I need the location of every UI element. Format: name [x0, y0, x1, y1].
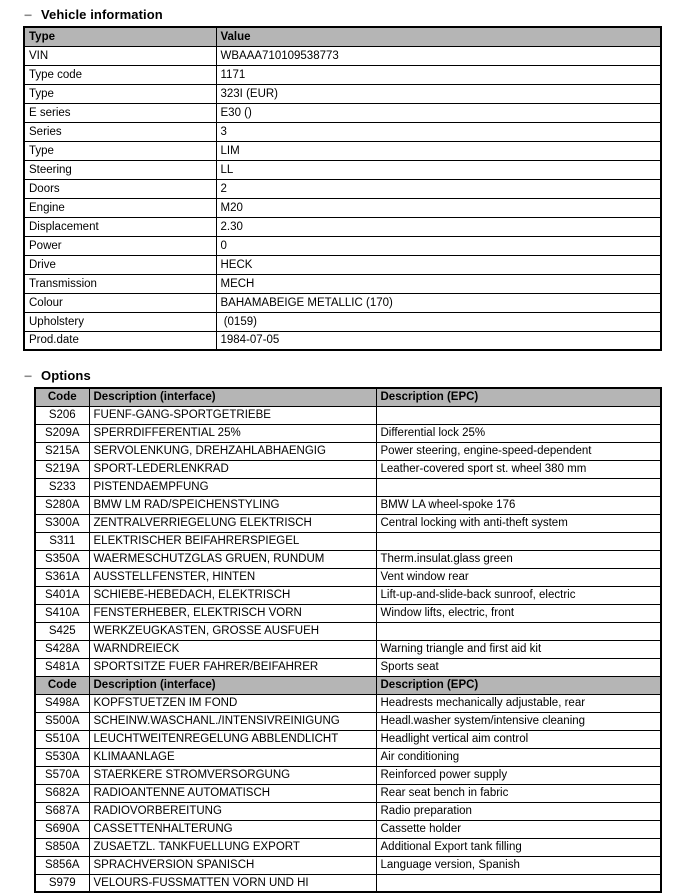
table-row — [35, 424, 661, 442]
header-row — [24, 27, 661, 46]
table-row — [35, 820, 661, 838]
table-row — [24, 160, 661, 179]
option-code: S425 — [35, 622, 89, 640]
option-code: S410A — [35, 604, 89, 622]
option-code: S300A — [35, 514, 89, 532]
vehicle-table-body — [24, 46, 661, 350]
vehicle-attribute-label: E series — [24, 103, 216, 122]
option-description-epc: Sports seat — [376, 658, 661, 676]
vehicle-attribute-label: Series — [24, 122, 216, 141]
column-header-description-epc: Description (EPC) — [376, 676, 661, 694]
option-description-epc — [376, 532, 661, 550]
table-row — [35, 784, 661, 802]
vehicle-attribute-value: 1171 — [216, 65, 661, 84]
option-description-epc: Air conditioning — [376, 748, 661, 766]
vehicle-attribute-value: 1984-07-05 — [216, 331, 661, 350]
table-row — [24, 331, 661, 350]
option-description-epc: Headrests mechanically adjustable, rear — [376, 694, 661, 712]
column-header-description-epc: Description (EPC) — [376, 388, 661, 406]
option-description-epc: BMW LA wheel-spoke 176 — [376, 496, 661, 514]
section-spacer — [0, 351, 677, 361]
table-row — [24, 293, 661, 312]
table-row — [35, 514, 661, 532]
option-code: S530A — [35, 748, 89, 766]
option-description-interface: ZUSAETZL. TANKFUELLUNG EXPORT — [89, 838, 376, 856]
vehicle-attribute-label: Engine — [24, 198, 216, 217]
option-description-interface: WAERMESCHUTZGLAS GRUEN, RUNDUM — [89, 550, 376, 568]
table-row — [35, 622, 661, 640]
option-description-interface: RADIOVORBEREITUNG — [89, 802, 376, 820]
vehicle-attribute-value: BAHAMABEIGE METALLIC (170) — [216, 293, 661, 312]
option-description-epc — [376, 406, 661, 424]
collapse-minus-icon[interactable]: − — [24, 367, 33, 384]
option-description-interface: RADIOANTENNE AUTOMATISCH — [89, 784, 376, 802]
vehicle-attribute-label: Displacement — [24, 217, 216, 236]
option-description-epc: Additional Export tank filling — [376, 838, 661, 856]
option-description-epc — [376, 874, 661, 892]
table-row — [35, 766, 661, 784]
option-code: S682A — [35, 784, 89, 802]
table-row — [24, 217, 661, 236]
option-description-interface: KLIMAANLAGE — [89, 748, 376, 766]
option-description-interface: FENSTERHEBER, ELEKTRISCH VORN — [89, 604, 376, 622]
option-code: S219A — [35, 460, 89, 478]
table-row — [35, 838, 661, 856]
table-row — [35, 532, 661, 550]
vehicle-attribute-value: (0159) — [216, 312, 661, 331]
option-description-epc: Differential lock 25% — [376, 424, 661, 442]
options-table-body-group2 — [35, 694, 661, 892]
option-description-epc — [376, 622, 661, 640]
table-row — [24, 312, 661, 331]
options-table-mid-header — [35, 676, 661, 694]
vehicle-attribute-value: LL — [216, 160, 661, 179]
option-description-epc: Rear seat bench in fabric — [376, 784, 661, 802]
option-description-interface: KOPFSTUETZEN IM FOND — [89, 694, 376, 712]
option-description-epc: Window lifts, electric, front — [376, 604, 661, 622]
options-table-body-group1 — [35, 406, 661, 676]
option-code: S215A — [35, 442, 89, 460]
option-description-epc: Central locking with anti-theft system — [376, 514, 661, 532]
option-description-epc: Radio preparation — [376, 802, 661, 820]
table-row — [35, 748, 661, 766]
option-description-epc: Power steering, engine-speed-dependent — [376, 442, 661, 460]
option-code: S570A — [35, 766, 89, 784]
option-code: S206 — [35, 406, 89, 424]
option-code: S850A — [35, 838, 89, 856]
table-row — [35, 460, 661, 478]
column-header-description-interface: Description (interface) — [89, 676, 376, 694]
vehicle-attribute-label: VIN — [24, 46, 216, 65]
option-code: S856A — [35, 856, 89, 874]
column-header-type: Type — [24, 27, 216, 46]
option-code: S428A — [35, 640, 89, 658]
vehicle-attribute-value: 2 — [216, 179, 661, 198]
table-row — [24, 236, 661, 255]
vehicle-attribute-label: Transmission — [24, 274, 216, 293]
table-row — [35, 640, 661, 658]
vehicle-attribute-label: Type — [24, 141, 216, 160]
table-row — [24, 255, 661, 274]
option-code: S690A — [35, 820, 89, 838]
option-description-epc: Reinforced power supply — [376, 766, 661, 784]
option-description-interface: SPORTSITZE FUER FAHRER/BEIFAHRER — [89, 658, 376, 676]
section-title-options: Options — [41, 368, 91, 383]
option-code: S979 — [35, 874, 89, 892]
table-row — [35, 496, 661, 514]
option-description-epc: Headlight vertical aim control — [376, 730, 661, 748]
option-description-epc: Vent window rear — [376, 568, 661, 586]
option-code: S361A — [35, 568, 89, 586]
option-description-epc: Therm.insulat.glass green — [376, 550, 661, 568]
option-code: S209A — [35, 424, 89, 442]
option-code: S311 — [35, 532, 89, 550]
section-title-vehicle-information: Vehicle information — [41, 7, 163, 22]
option-code: S280A — [35, 496, 89, 514]
table-row — [35, 568, 661, 586]
table-row — [35, 694, 661, 712]
option-code: S687A — [35, 802, 89, 820]
option-description-interface: SPRACHVERSION SPANISCH — [89, 856, 376, 874]
option-description-interface: SCHIEBE-HEBEDACH, ELEKTRISCH — [89, 586, 376, 604]
column-header-description-interface: Description (interface) — [89, 388, 376, 406]
option-code: S510A — [35, 730, 89, 748]
vehicle-attribute-value: WBAAA710109538773 — [216, 46, 661, 65]
table-row — [24, 65, 661, 84]
column-header-code: Code — [35, 388, 89, 406]
option-description-interface: WARNDREIECK — [89, 640, 376, 658]
table-row — [35, 550, 661, 568]
option-description-interface: PISTENDAEMPFUNG — [89, 478, 376, 496]
option-code: S401A — [35, 586, 89, 604]
vehicle-attribute-value: 3 — [216, 122, 661, 141]
vehicle-attribute-label: Upholstery — [24, 312, 216, 331]
table-row — [35, 856, 661, 874]
option-code: S500A — [35, 712, 89, 730]
vehicle-table-header — [24, 27, 661, 46]
table-row — [35, 712, 661, 730]
column-header-code: Code — [35, 676, 89, 694]
vehicle-attribute-label: Type code — [24, 65, 216, 84]
table-row — [35, 874, 661, 892]
table-row — [35, 478, 661, 496]
option-description-interface: BMW LM RAD/SPEICHENSTYLING — [89, 496, 376, 514]
option-description-interface: SPERRDIFFERENTIAL 25% — [89, 424, 376, 442]
table-row — [24, 179, 661, 198]
vehicle-attribute-value: 2.30 — [216, 217, 661, 236]
option-description-interface: WERKZEUGKASTEN, GROSSE AUSFUEH — [89, 622, 376, 640]
vehicle-attribute-value: MECH — [216, 274, 661, 293]
table-row — [35, 442, 661, 460]
option-description-interface: CASSETTENHALTERUNG — [89, 820, 376, 838]
vehicle-attribute-label: Steering — [24, 160, 216, 179]
vehicle-attribute-label: Prod.date — [24, 331, 216, 350]
option-code: S498A — [35, 694, 89, 712]
vehicle-attribute-value: HECK — [216, 255, 661, 274]
option-description-interface: STAERKERE STROMVERSORGUNG — [89, 766, 376, 784]
table-row — [35, 586, 661, 604]
vehicle-attribute-label: Drive — [24, 255, 216, 274]
table-row — [35, 406, 661, 424]
collapse-minus-icon[interactable]: − — [24, 6, 33, 23]
options-table-header — [35, 388, 661, 406]
option-description-interface: ZENTRALVERRIEGELUNG ELEKTRISCH — [89, 514, 376, 532]
table-row — [35, 730, 661, 748]
option-description-epc: Headl.washer system/intensive cleaning — [376, 712, 661, 730]
vehicle-attribute-label: Type — [24, 84, 216, 103]
vehicle-attribute-label: Power — [24, 236, 216, 255]
table-row — [24, 198, 661, 217]
option-description-interface: FUENF-GANG-SPORTGETRIEBE — [89, 406, 376, 424]
table-row — [24, 84, 661, 103]
option-description-epc: Language version, Spanish — [376, 856, 661, 874]
option-description-interface: LEUCHTWEITENREGELUNG ABBLENDLICHT — [89, 730, 376, 748]
option-description-interface: AUSSTELLFENSTER, HINTEN — [89, 568, 376, 586]
options-section-header — [24, 368, 677, 383]
vehicle-information-table — [23, 26, 662, 351]
vehicle-attribute-value: 323I (EUR) — [216, 84, 661, 103]
vehicle-attribute-value: 0 — [216, 236, 661, 255]
table-row — [24, 46, 661, 65]
option-description-epc — [376, 478, 661, 496]
vehicle-information-section-header — [24, 7, 677, 22]
vehicle-attribute-value: M20 — [216, 198, 661, 217]
option-description-interface: VELOURS-FUSSMATTEN VORN UND HI — [89, 874, 376, 892]
option-description-interface: SCHEINW.WASCHANL./INTENSIVREINIGUNG — [89, 712, 376, 730]
vehicle-attribute-value: LIM — [216, 141, 661, 160]
table-row — [24, 141, 661, 160]
option-code: S481A — [35, 658, 89, 676]
option-code: S233 — [35, 478, 89, 496]
option-description-epc: Cassette holder — [376, 820, 661, 838]
table-row — [35, 604, 661, 622]
column-header-value: Value — [216, 27, 661, 46]
option-description-epc: Leather-covered sport st. wheel 380 mm — [376, 460, 661, 478]
header-row — [35, 676, 661, 694]
table-row — [24, 103, 661, 122]
option-description-interface: SPORT-LEDERLENKRAD — [89, 460, 376, 478]
vehicle-attribute-label: Doors — [24, 179, 216, 198]
header-row — [35, 388, 661, 406]
table-row — [24, 122, 661, 141]
table-row — [24, 274, 661, 293]
table-row — [35, 802, 661, 820]
option-description-interface: SERVOLENKUNG, DREHZAHLABHAENGIG — [89, 442, 376, 460]
table-row — [35, 658, 661, 676]
options-table — [34, 387, 662, 893]
vehicle-attribute-label: Colour — [24, 293, 216, 312]
option-description-epc: Warning triangle and first aid kit — [376, 640, 661, 658]
option-description-interface: ELEKTRISCHER BEIFAHRERSPIEGEL — [89, 532, 376, 550]
option-description-epc: Lift-up-and-slide-back sunroof, electric — [376, 586, 661, 604]
vehicle-attribute-value: E30 () — [216, 103, 661, 122]
option-code: S350A — [35, 550, 89, 568]
